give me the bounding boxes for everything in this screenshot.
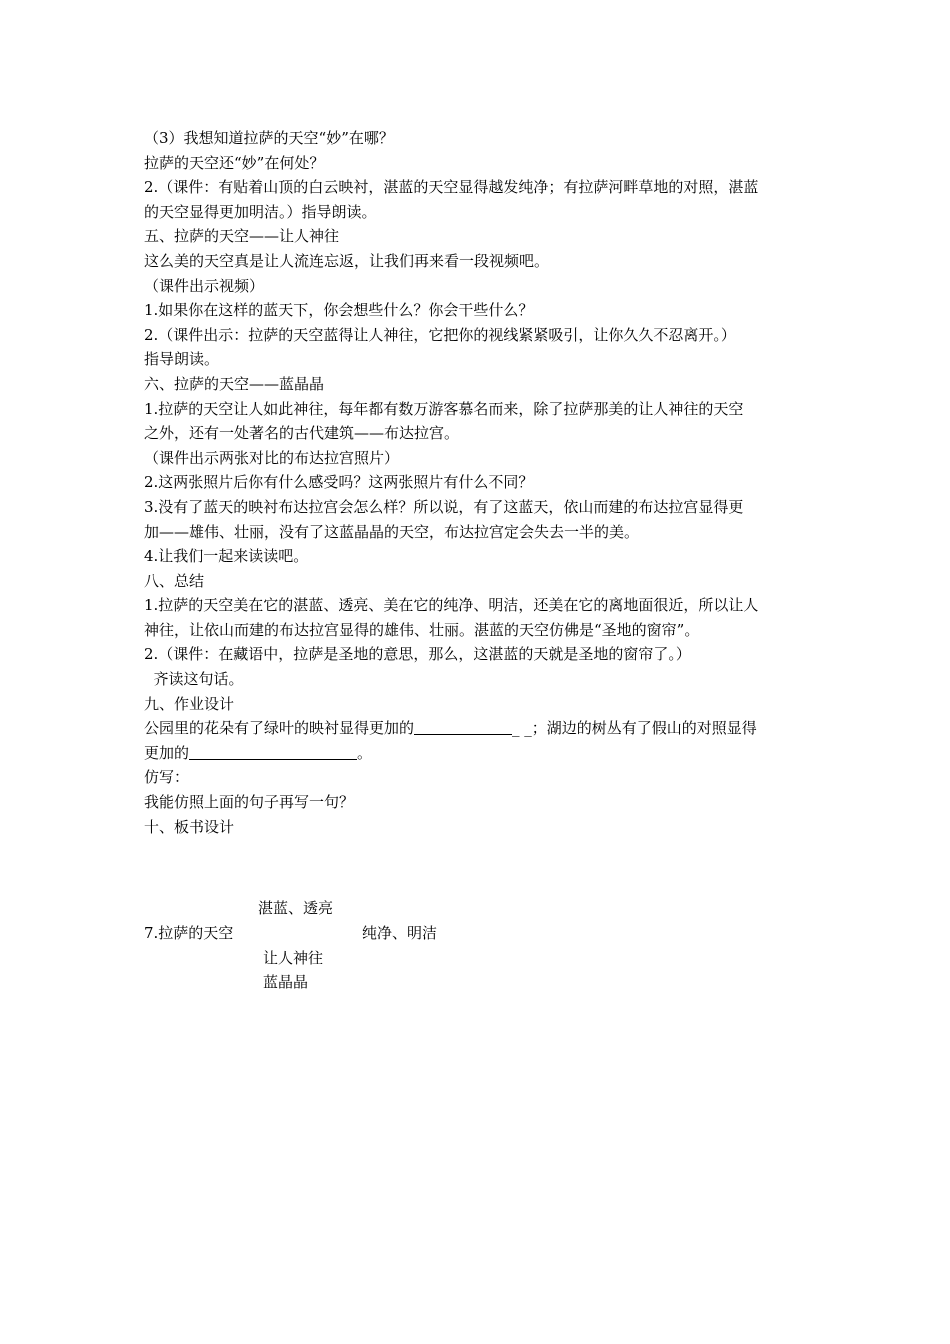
paragraph-line: 1.拉萨的天空美在它的湛蓝、透亮、美在它的纯净、明洁，还美在它的离地面很近，所以让人 — [144, 596, 759, 615]
paragraph-line: 1.如果你在这样的蓝天下，你会想些什么？你会干些什么？ — [144, 301, 534, 320]
paragraph-line: 2.（课件：在藏语中，拉萨是圣地的意思，那么，这湛蓝的天就是圣地的窗帘了。） — [144, 645, 691, 664]
paragraph-line: 神往，让依山而建的布达拉宫显得的雄伟、壮丽。湛蓝的天空仿佛是“圣地的窗帘”。 — [144, 620, 700, 639]
paragraph-line: （3）我想知道拉萨的天空“妙”在哪？ — [144, 129, 394, 147]
paragraph-line: 3.没有了蓝天的映衬布达拉宫会怎么样？所以说，有了这蓝天，依山而建的布达拉宫显得更 — [144, 497, 744, 516]
board-item: 让人神往 — [263, 949, 324, 967]
homework-line-1 — [144, 716, 810, 741]
homework-text: 更加的 — [144, 743, 190, 762]
section-heading: 八、总结 — [144, 571, 205, 590]
paragraph-line: （课件出示视频） — [144, 276, 265, 295]
paragraph-line: 1.拉萨的天空让人如此神往，每年都有数万游客慕名而来，除了拉萨那美的让人神往的天空 — [144, 399, 744, 418]
paragraph-line: 齐读这句话。 — [144, 670, 244, 689]
document-body — [144, 126, 810, 839]
paragraph-line: 的天空显得更加明洁。）指导朗读。 — [144, 202, 377, 221]
homework-line-2 — [144, 741, 810, 766]
board-title: 7.拉萨的天空 — [144, 924, 234, 942]
paragraph-line: 我能仿照上面的句子再写一句？ — [144, 793, 355, 812]
paragraph-line: （课件出示两张对比的布达拉宫照片） — [144, 448, 400, 467]
board-item: 纯净、明洁 — [362, 924, 438, 942]
paragraph-line: 2.（课件：有贴着山顶的白云映衬，湛蓝的天空显得越发纯净；有拉萨河畔草地的对照，湛蓝 — [144, 178, 759, 197]
paragraph-line: 2.（课件出示：拉萨的天空蓝得让人神往，它把你的视线紧紧吸引，让你久久不忍离开。） — [144, 325, 736, 344]
homework-text: 公园里的花朵有了绿叶的映衬显得更加的 — [144, 719, 415, 738]
paragraph-line: 这么美的天空真是让人流连忘返，让我们再来看一段视频吧。 — [144, 251, 550, 270]
homework-text: _ _；湖边的树丛有了假山的对照显得 — [512, 719, 757, 738]
section-heading: 九、作业设计 — [144, 694, 235, 713]
paragraph-line: 2.这两张照片后你有什么感受吗？这两张照片有什么不同？ — [144, 473, 534, 492]
paragraph-line: 指导朗读。 — [144, 350, 220, 369]
paragraph-line: 4.让我们一起来读读吧。 — [144, 547, 309, 566]
section-heading: 六、拉萨的天空——蓝晶晶 — [144, 374, 325, 393]
answer-blank — [414, 719, 512, 735]
homework-text: 。 — [357, 743, 373, 762]
board-item: 湛蓝、透亮 — [258, 899, 334, 917]
paragraph-line: 加——雄伟、壮丽，没有了这蓝晶晶的天空，布达拉宫定会失去一半的美。 — [144, 522, 640, 541]
answer-blank — [189, 744, 357, 760]
paragraph-line: 拉萨的天空还“妙”在何处？ — [144, 153, 325, 172]
paragraph-line: 之外，还有一处著名的古代建筑——布达拉宫。 — [144, 424, 460, 443]
section-heading: 十、板书设计 — [144, 817, 235, 836]
board-item: 蓝晶晶 — [263, 973, 309, 991]
section-heading: 五、拉萨的天空——让人神往 — [144, 227, 340, 246]
paragraph-line: 仿写： — [144, 768, 190, 787]
